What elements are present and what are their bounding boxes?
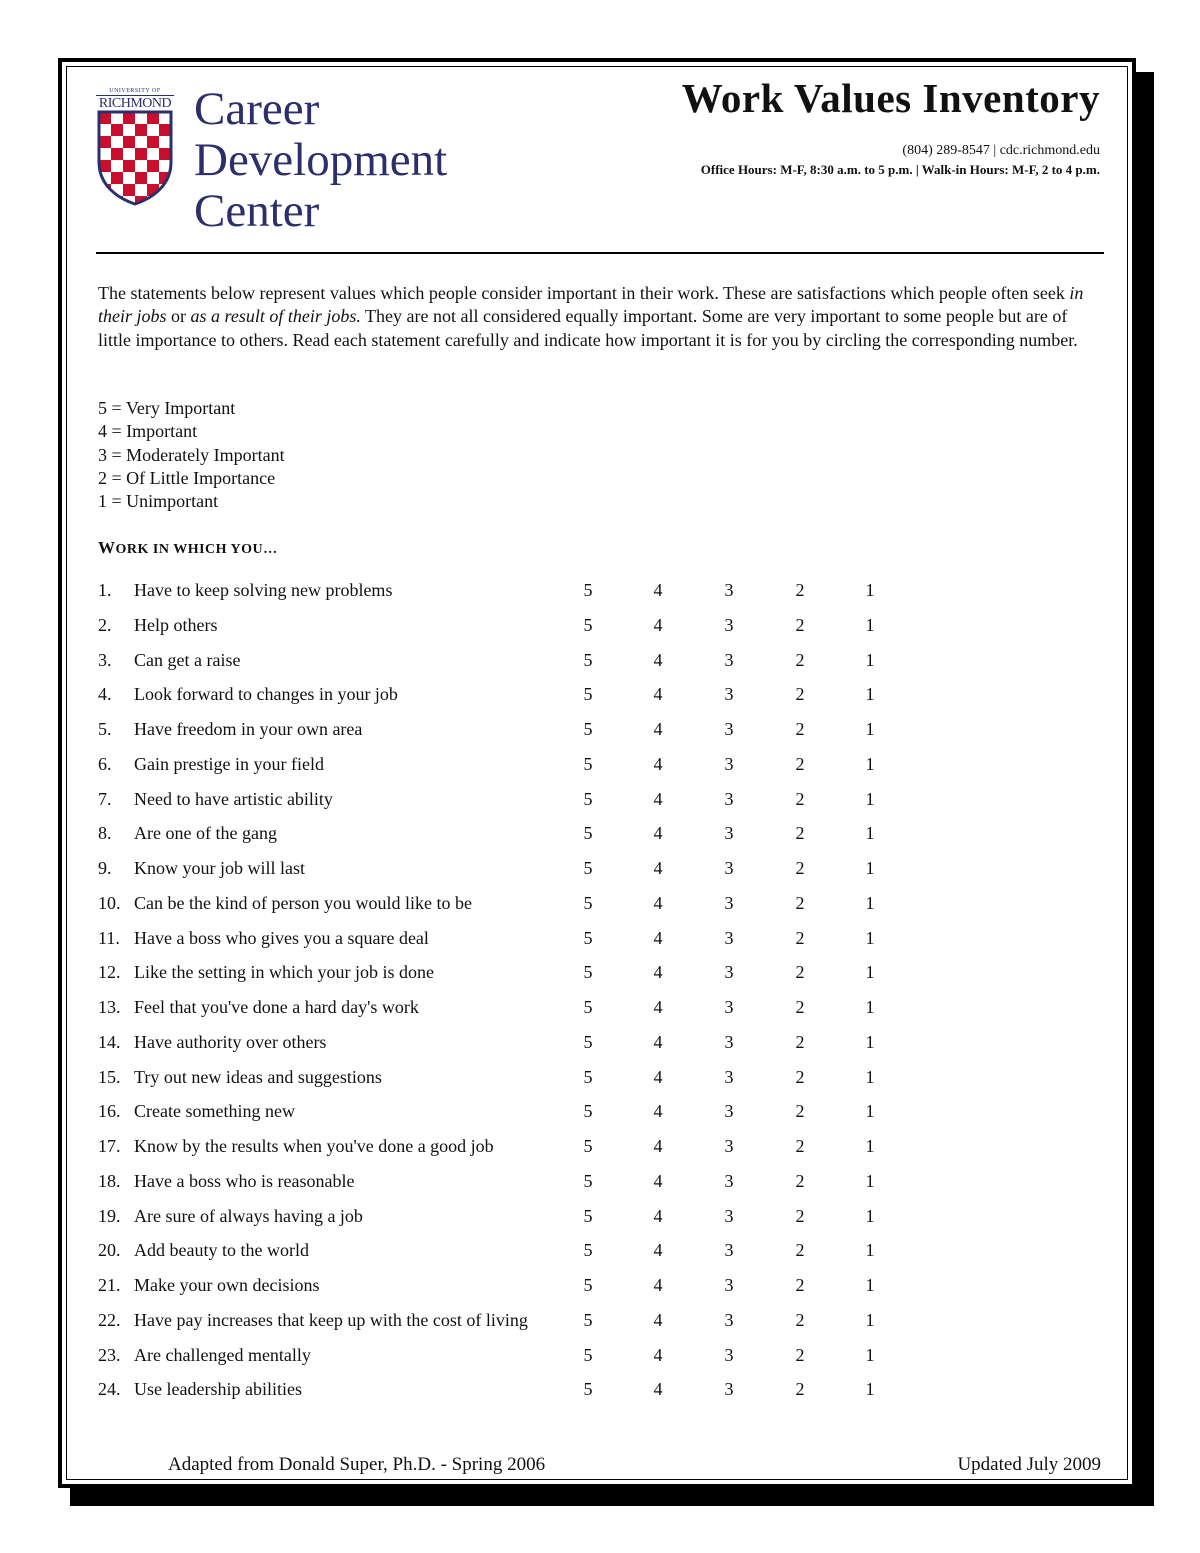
rating-option-1[interactable]: 1 [865, 719, 875, 739]
list-item [98, 962, 918, 992]
rating-option-4[interactable]: 4 [653, 719, 663, 739]
office-hours: Office Hours: M-F, 8:30 a.m. to 5 p.m. | Walk-in Hours: M-F, 2 to 4 p.m. [700, 162, 1100, 177]
list-item [98, 928, 918, 958]
rating-option-5[interactable]: 5 [583, 927, 593, 948]
rating-option-2[interactable]: 2 [795, 823, 805, 844]
rating-option-4[interactable]: 4 [653, 1344, 663, 1365]
rating-option-3[interactable]: 3 [724, 927, 734, 948]
rating-option-5[interactable]: 5 [583, 1170, 593, 1191]
rating-option-2[interactable]: 2 [795, 1344, 805, 1365]
item-text: Have pay increases that keep up with the cost of living [134, 1309, 528, 1330]
rating-option-3[interactable]: 3 [724, 649, 734, 670]
list-item [98, 789, 918, 819]
item-number: 18. [98, 1170, 121, 1191]
scale-4: 4 = Important [98, 421, 198, 442]
item-text: Know your job will last [134, 858, 305, 878]
item-number: 13. [98, 997, 121, 1017]
rating-option-3[interactable]: 3 [724, 858, 734, 878]
item-number: 17. [98, 1136, 121, 1156]
rating-option-3[interactable]: 3 [724, 1136, 734, 1156]
list-item [98, 893, 918, 923]
item-text: Look forward to changes in your job [134, 684, 398, 705]
cdc-logo [96, 83, 488, 238]
rating-option-2[interactable]: 2 [795, 580, 805, 600]
rating-option-3[interactable]: 3 [724, 719, 734, 739]
contact-info: (804) 289-8547 | cdc.richmond.edu [902, 143, 1100, 158]
rating-option-1[interactable]: 1 [865, 1205, 875, 1226]
list-item [98, 1101, 918, 1131]
item-number: 16. [98, 1101, 121, 1122]
list-item [98, 1275, 918, 1305]
rating-option-2[interactable]: 2 [795, 962, 805, 983]
rating-option-2[interactable]: 2 [795, 684, 805, 705]
rating-scale-legend [98, 397, 285, 513]
rating-option-2[interactable]: 2 [795, 753, 805, 774]
rating-option-5[interactable]: 5 [583, 1344, 593, 1365]
rating-option-4[interactable]: 4 [653, 997, 663, 1017]
item-text: Have authority over others [134, 1031, 327, 1052]
rating-option-1[interactable]: 1 [865, 753, 875, 774]
rating-option-5[interactable]: 5 [583, 892, 593, 913]
list-item [98, 1240, 918, 1270]
rating-option-3[interactable]: 3 [724, 1066, 734, 1087]
item-text: Are one of the gang [134, 823, 277, 844]
item-number: 6. [98, 753, 112, 774]
rating-option-1[interactable]: 1 [865, 649, 875, 670]
rating-option-2[interactable]: 2 [795, 1170, 805, 1191]
rating-option-2[interactable]: 2 [795, 614, 805, 635]
item-text: Gain prestige in your field [134, 753, 324, 774]
item-text: Have a boss who gives you a square deal [134, 927, 429, 948]
list-item [98, 754, 918, 784]
scale-1: 1 = Unimportant [98, 491, 219, 512]
rating-option-1[interactable]: 1 [865, 1136, 875, 1156]
item-text: Are challenged mentally [134, 1344, 311, 1365]
logo-line-career: Career [194, 83, 320, 135]
rating-option-5[interactable]: 5 [583, 962, 593, 983]
rating-option-2[interactable]: 2 [795, 649, 805, 670]
rating-option-1[interactable]: 1 [865, 927, 875, 948]
item-number: 5. [98, 719, 112, 739]
footer-credit: Adapted from Donald Super, Ph.D. - Spring 2006 [168, 1454, 546, 1475]
logo-line-development: Development [194, 134, 448, 186]
rating-option-5[interactable]: 5 [583, 1379, 593, 1400]
rating-option-1[interactable]: 1 [865, 997, 875, 1017]
scale-5: 5 = Very Important [98, 398, 236, 418]
item-number: 7. [98, 788, 112, 809]
scale-3: 3 = Moderately Important [98, 444, 285, 465]
rating-option-3[interactable]: 3 [724, 1205, 734, 1226]
intro-emphasis-1: in their jobs [98, 283, 1084, 327]
rating-option-1[interactable]: 1 [865, 1031, 875, 1052]
intro-paragraph [98, 282, 1098, 352]
item-text: Like the setting in which your job is done [134, 962, 434, 983]
rating-option-4[interactable]: 4 [653, 1170, 663, 1191]
list-item [98, 1032, 918, 1062]
rating-option-2[interactable]: 2 [795, 1031, 805, 1052]
item-text: Add beauty to the world [134, 1240, 309, 1261]
item-number: 2. [98, 614, 112, 635]
item-number: 9. [98, 858, 112, 878]
shield-icon [96, 110, 174, 206]
rating-option-1[interactable]: 1 [865, 684, 875, 705]
rating-option-2[interactable]: 2 [795, 1136, 805, 1156]
university-of-label: UNIVERSITY OF [96, 88, 174, 96]
rating-option-1[interactable]: 1 [865, 788, 875, 809]
list-item [98, 1345, 918, 1375]
item-text: Use leadership abilities [134, 1379, 302, 1400]
rating-option-4[interactable]: 4 [653, 927, 663, 948]
rating-option-5[interactable]: 5 [583, 649, 593, 670]
item-text: Make your own decisions [134, 1275, 320, 1295]
item-number: 22. [98, 1309, 121, 1330]
list-item [98, 615, 918, 645]
rating-option-1[interactable]: 1 [865, 1240, 875, 1261]
rating-option-5[interactable]: 5 [583, 1136, 593, 1156]
rating-option-1[interactable]: 1 [865, 858, 875, 878]
item-text: Feel that you've done a hard day's work [134, 997, 419, 1017]
rating-option-3[interactable]: 3 [724, 823, 734, 844]
item-number: 1. [98, 580, 112, 600]
university-wordmark [96, 88, 174, 112]
list-item [98, 684, 918, 714]
rating-option-5[interactable]: 5 [583, 997, 593, 1017]
rating-option-4[interactable]: 4 [653, 1240, 663, 1261]
rating-option-1[interactable]: 1 [865, 892, 875, 913]
list-item [98, 580, 918, 610]
rating-option-5[interactable]: 5 [583, 580, 593, 600]
logo-wordmark [194, 84, 447, 237]
rating-option-5[interactable]: 5 [583, 1309, 593, 1330]
rating-option-1[interactable]: 1 [865, 1170, 875, 1191]
rating-option-4[interactable]: 4 [653, 858, 663, 878]
rating-option-3[interactable]: 3 [724, 1240, 734, 1261]
rating-option-1[interactable]: 1 [865, 1344, 875, 1365]
list-item [98, 1310, 918, 1340]
rating-option-3[interactable]: 3 [724, 1344, 734, 1365]
rating-option-4[interactable]: 4 [653, 1275, 663, 1295]
rating-option-4[interactable]: 4 [653, 962, 663, 983]
item-number: 12. [98, 962, 121, 983]
item-text: Can be the kind of person you would like to be [134, 892, 472, 913]
item-number: 24. [98, 1379, 121, 1400]
rating-option-5[interactable]: 5 [583, 858, 593, 878]
rating-option-3[interactable]: 3 [724, 753, 734, 774]
rating-option-1[interactable]: 1 [865, 1309, 875, 1330]
intro-text-1: The statements below represent values which people consider important in their work. These are satisfactions which people often seek [98, 283, 1070, 303]
logo-line-center: Center [194, 185, 320, 237]
item-text: Create something new [134, 1101, 295, 1122]
richmond-label: RICHMOND [98, 96, 172, 111]
rating-option-2[interactable]: 2 [795, 927, 805, 948]
rating-option-2[interactable]: 2 [795, 892, 805, 913]
rating-option-4[interactable]: 4 [653, 892, 663, 913]
rating-option-3[interactable]: 3 [724, 684, 734, 705]
rating-option-5[interactable]: 5 [583, 1275, 593, 1295]
rating-option-1[interactable]: 1 [865, 1066, 875, 1087]
item-number: 20. [98, 1240, 121, 1261]
rating-option-2[interactable]: 2 [795, 997, 805, 1017]
list-item [98, 1067, 918, 1097]
item-text: Know by the results when you've done a good job [134, 1136, 494, 1156]
rating-option-4[interactable]: 4 [653, 1309, 663, 1330]
item-text: Have a boss who is reasonable [134, 1170, 355, 1191]
rating-option-3[interactable]: 3 [724, 1170, 734, 1191]
item-text: Help others [134, 614, 218, 635]
rating-option-3[interactable]: 3 [724, 997, 734, 1017]
rating-option-3[interactable]: 3 [724, 614, 734, 635]
rating-option-3[interactable]: 3 [724, 788, 734, 809]
rating-option-5[interactable]: 5 [583, 614, 593, 635]
item-number: 19. [98, 1205, 121, 1226]
rating-option-2[interactable]: 2 [795, 1205, 805, 1226]
rating-option-5[interactable]: 5 [583, 823, 593, 844]
section-heading [98, 538, 278, 558]
rating-option-1[interactable]: 1 [865, 1379, 875, 1400]
rating-option-2[interactable]: 2 [795, 1309, 805, 1330]
rating-option-2[interactable]: 2 [795, 1101, 805, 1122]
rating-option-3[interactable]: 3 [724, 1379, 734, 1400]
item-number: 14. [98, 1031, 121, 1052]
rating-option-4[interactable]: 4 [653, 1379, 663, 1400]
item-text: Need to have artistic ability [134, 788, 333, 809]
rating-option-4[interactable]: 4 [653, 788, 663, 809]
scale-2: 2 = Of Little Importance [98, 467, 276, 488]
rating-option-4[interactable]: 4 [653, 823, 663, 844]
section-heading-cap: W [98, 538, 116, 557]
rating-option-5[interactable]: 5 [583, 1066, 593, 1087]
rating-option-1[interactable]: 1 [865, 580, 875, 600]
rating-option-4[interactable]: 4 [653, 753, 663, 774]
list-item [98, 1171, 918, 1201]
rating-option-2[interactable]: 2 [795, 719, 805, 739]
rating-option-4[interactable]: 4 [653, 649, 663, 670]
list-item [98, 1206, 918, 1236]
list-item [98, 1379, 918, 1409]
item-number: 11. [98, 927, 120, 948]
rating-option-5[interactable]: 5 [583, 1205, 593, 1226]
page-title: Work Values Inventory [681, 75, 1100, 121]
list-item [98, 650, 918, 680]
rating-option-3[interactable]: 3 [724, 1275, 734, 1295]
intro-text-3: They are not all considered equally important. Some are very important to some people but are of little importance to others. Read each statement carefully and indicate how important it is for you by circling the corresponding number. [98, 306, 1078, 350]
rating-option-4[interactable]: 4 [653, 1066, 663, 1087]
item-text: Try out new ideas and suggestions [134, 1066, 382, 1087]
item-number: 15. [98, 1066, 121, 1087]
rating-option-2[interactable]: 2 [795, 1275, 805, 1295]
rating-option-2[interactable]: 2 [795, 1379, 805, 1400]
rating-option-5[interactable]: 5 [583, 684, 593, 705]
list-item [98, 858, 918, 888]
rating-option-3[interactable]: 3 [724, 1031, 734, 1052]
list-item [98, 1136, 918, 1166]
rating-option-4[interactable]: 4 [653, 1136, 663, 1156]
rating-option-4[interactable]: 4 [653, 580, 663, 600]
item-number: 4. [98, 684, 112, 705]
rating-option-5[interactable]: 5 [583, 1240, 593, 1261]
rating-option-3[interactable]: 3 [724, 892, 734, 913]
rating-option-5[interactable]: 5 [583, 719, 593, 739]
list-item [98, 823, 918, 853]
rating-option-1[interactable]: 1 [865, 1101, 875, 1122]
rating-option-1[interactable]: 1 [865, 614, 875, 635]
rating-option-3[interactable]: 3 [724, 962, 734, 983]
rating-option-5[interactable]: 5 [583, 1031, 593, 1052]
item-number: 21. [98, 1275, 121, 1295]
intro-text-2: or [166, 306, 191, 327]
rating-option-4[interactable]: 4 [653, 1205, 663, 1226]
rating-option-5[interactable]: 5 [583, 788, 593, 809]
item-text: Have to keep solving new problems [134, 580, 393, 600]
rating-option-2[interactable]: 2 [795, 858, 805, 878]
item-number: 3. [98, 649, 112, 670]
rating-option-3[interactable]: 3 [724, 1101, 734, 1122]
item-number: 8. [98, 823, 112, 844]
footer-updated: Updated July 2009 [957, 1454, 1101, 1475]
rating-option-1[interactable]: 1 [865, 823, 875, 844]
rating-option-4[interactable]: 4 [653, 1031, 663, 1052]
rating-option-3[interactable]: 3 [724, 580, 734, 600]
section-heading-rest: ORK IN WHICH YOU… [115, 542, 278, 557]
header-divider [96, 252, 1104, 254]
list-item [98, 997, 918, 1027]
rating-option-3[interactable]: 3 [724, 1309, 734, 1330]
rating-option-5[interactable]: 5 [583, 753, 593, 774]
item-text: Have freedom in your own area [134, 719, 363, 739]
item-text: Are sure of always having a job [134, 1205, 363, 1226]
item-text: Can get a raise [134, 649, 241, 670]
rating-option-2[interactable]: 2 [795, 1240, 805, 1261]
rating-option-2[interactable]: 2 [795, 1066, 805, 1087]
rating-option-4[interactable]: 4 [653, 1101, 663, 1122]
rating-option-4[interactable]: 4 [653, 614, 663, 635]
rating-option-2[interactable]: 2 [795, 788, 805, 809]
item-number: 23. [98, 1344, 121, 1365]
list-item [98, 719, 918, 749]
item-number: 10. [98, 892, 121, 913]
rating-option-4[interactable]: 4 [653, 684, 663, 705]
rating-option-1[interactable]: 1 [865, 962, 875, 983]
rating-option-5[interactable]: 5 [583, 1101, 593, 1122]
rating-option-1[interactable]: 1 [865, 1275, 875, 1295]
intro-emphasis-2: as a result of their jobs. [190, 306, 361, 327]
